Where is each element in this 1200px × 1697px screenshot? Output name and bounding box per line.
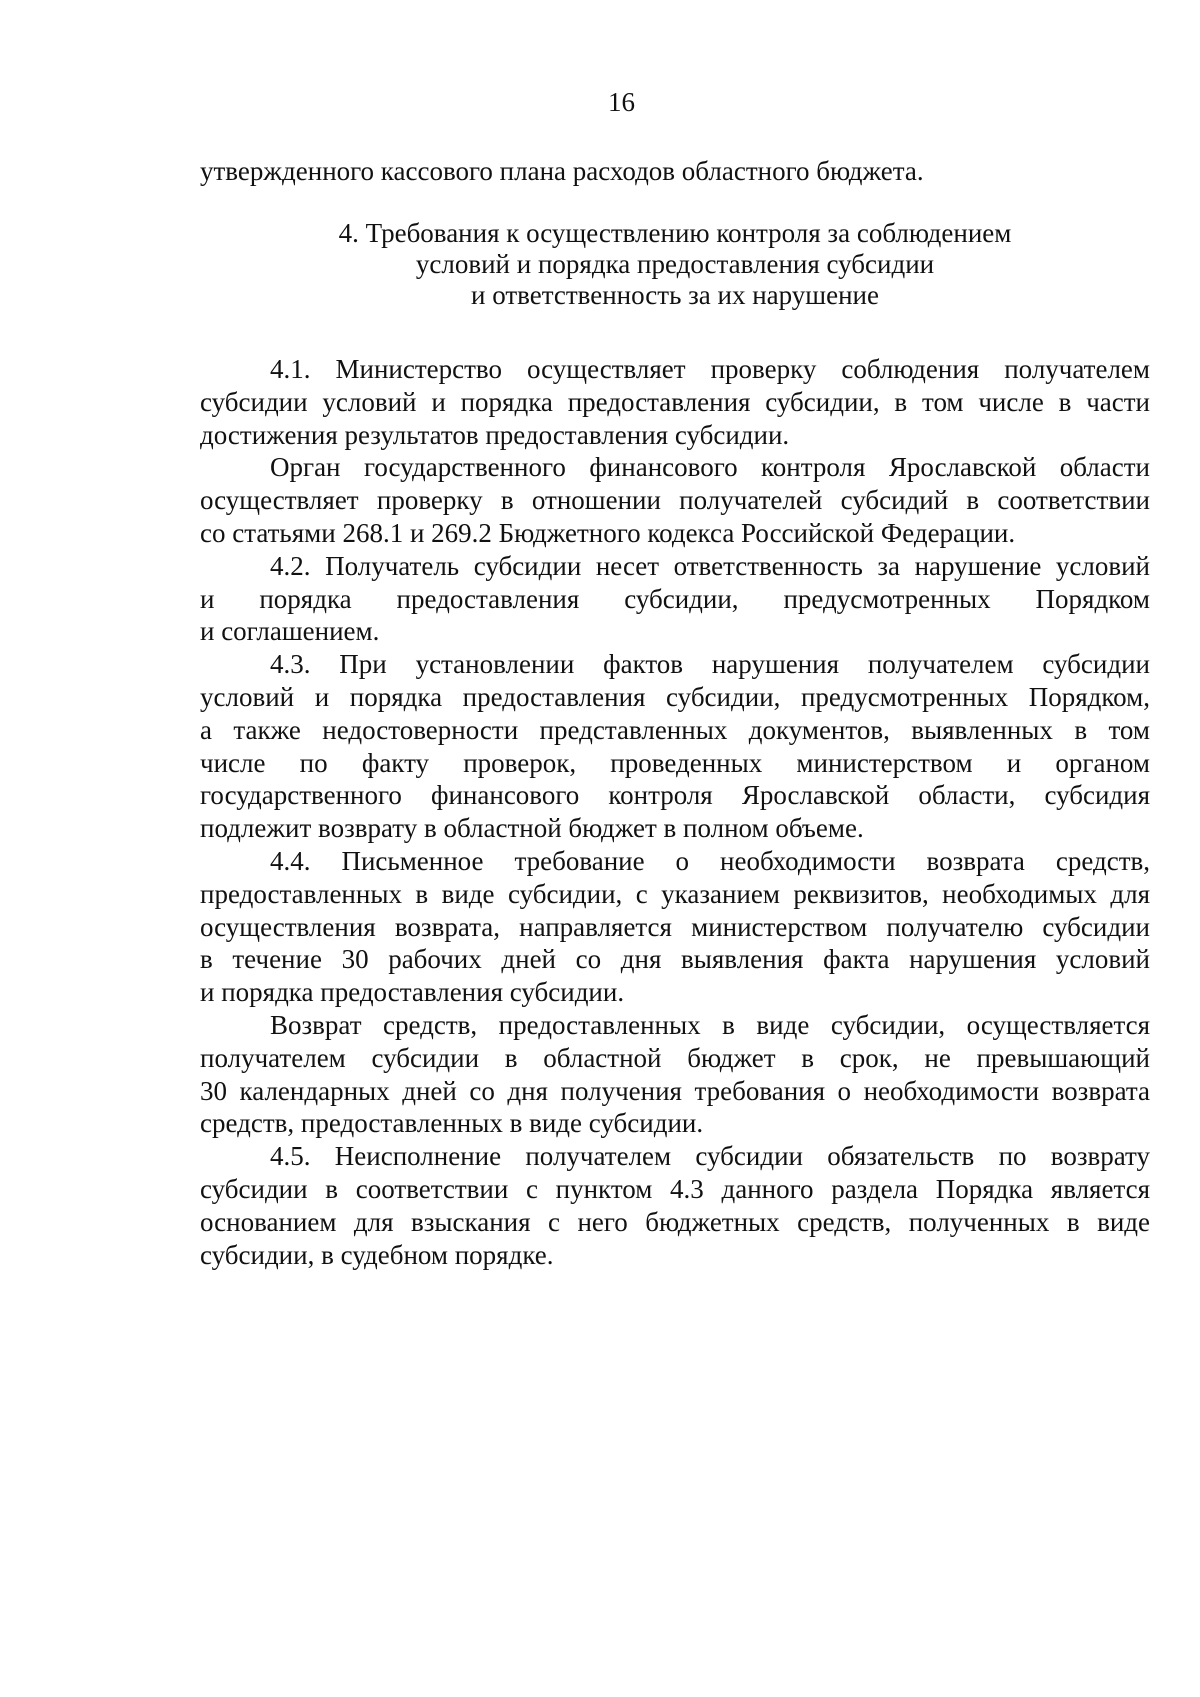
text-line: в течение 30 рабочих дней со дня выявления факта нарушения условий (200, 944, 1150, 975)
paragraph-4-4 (200, 845, 1150, 1009)
paragraph-4-1 (200, 353, 1150, 451)
text-line: достижения результатов предоставления субсидии. (200, 419, 790, 450)
continuation-text (200, 155, 1150, 188)
text-line: основанием для взыскания с него бюджетных средств, полученных в виде (200, 1206, 1150, 1237)
paragraph-4-5 (200, 1140, 1150, 1271)
paragraph-control-body (200, 451, 1150, 549)
text-line: средств, предоставленных в виде субсидии. (200, 1108, 704, 1139)
text-line: субсидии, в судебном порядке. (200, 1239, 554, 1270)
text-line: 4.2. Получатель субсидии несет ответственность за нарушение условий (270, 550, 1150, 581)
section-body (200, 353, 1150, 1271)
text-line: получателем субсидии в областной бюджет в срок, не превышающий (200, 1042, 1150, 1073)
text-line: 4.3. При установлении фактов нарушения получателем субсидии (270, 649, 1150, 680)
section-heading (200, 218, 1150, 311)
text-line: 30 календарных дней со дня получения требования о необходимости возврата (200, 1075, 1150, 1106)
text-line: а также недостоверности представленных документов, выявленных в том (200, 714, 1150, 745)
text-line: Возврат средств, предоставленных в виде субсидии, осуществляется (270, 1009, 1150, 1040)
heading-line: и ответственность за их нарушение (471, 280, 879, 310)
heading-line: 4. Требования к осуществлению контроля за соблюдением (338, 218, 1012, 248)
text-line: подлежит возврату в областной бюджет в полном объеме. (200, 813, 864, 844)
text-line: числе по факту проверок, проведенных министерством и органом (200, 747, 1150, 778)
text-line: субсидии в соответствии с пунктом 4.3 данного раздела Порядка является (200, 1173, 1150, 1204)
text-line: условий и порядка предоставления субсидии, предусмотренных Порядком, (200, 681, 1150, 712)
text-line: и порядка предоставления субсидии, предусмотренных Порядком (200, 583, 1150, 614)
text-line: предоставленных в виде субсидии, с указанием реквизитов, необходимых для (200, 878, 1150, 909)
paragraph-refund (200, 1009, 1150, 1140)
paragraph-4-3 (200, 648, 1150, 845)
text-line: 4.4. Письменное требование о необходимости возврата средств, (270, 845, 1150, 876)
text-line: осуществления возврата, направляется министерством получателю субсидии (200, 911, 1150, 942)
text-line: 4.5. Неисполнение получателем субсидии обязательств по возврату (270, 1141, 1150, 1172)
text-line: Орган государственного финансового контроля Ярославской области (270, 452, 1150, 483)
text-line: субсидии условий и порядка предоставления субсидии, в том числе в части (200, 386, 1150, 417)
page-number: 16 (608, 87, 635, 117)
heading-line: условий и порядка предоставления субсидии (415, 249, 935, 279)
text-line: и соглашением. (200, 616, 380, 647)
text-line: и порядка предоставления субсидии. (200, 977, 625, 1008)
text-line: 4.1. Министерство осуществляет проверку соблюдения получателем (270, 354, 1150, 384)
paragraph-4-2 (200, 550, 1150, 648)
text-line: государственного финансового контроля Ярославской области, субсидия (200, 780, 1150, 811)
text-line: осуществляет проверку в отношении получателей субсидий в соответствии (200, 485, 1150, 516)
text-line: утвержденного кассового плана расходов областного бюджета. (200, 156, 924, 186)
text-line: со статьями 268.1 и 269.2 Бюджетного кодекса Российской Федерации. (200, 517, 1016, 548)
